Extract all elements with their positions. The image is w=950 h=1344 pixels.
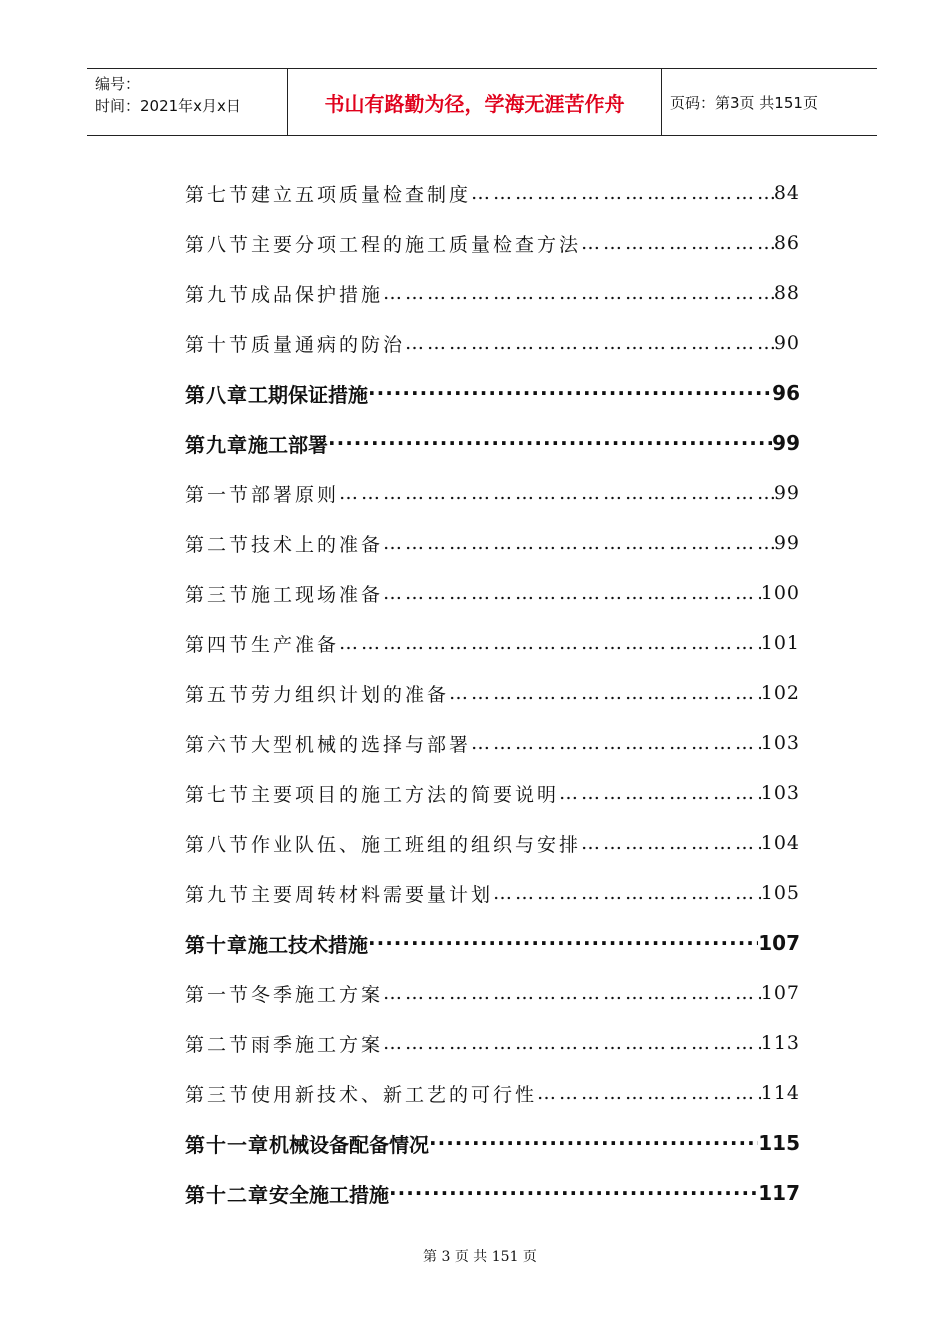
toc-entry-title: 施工技术措施 — [248, 932, 368, 957]
toc-entry-number: 第十节 — [185, 333, 252, 356]
toc-section-entry[interactable] — [185, 218, 800, 268]
toc-entry-number: 第四节 — [185, 633, 252, 656]
toc-chapter-entry[interactable] — [185, 418, 800, 468]
toc-entry-leader — [429, 1131, 758, 1155]
toc-entry-title: 成品保护措施 — [251, 283, 384, 306]
toc-entry-leader — [449, 682, 761, 704]
toc-section-entry[interactable] — [185, 768, 800, 818]
toc-entry-title: 劳力组织计划的准备 — [251, 683, 450, 706]
toc-entry-title: 大型机械的选择与部署 — [251, 733, 472, 756]
toc-section-entry[interactable] — [185, 818, 800, 868]
toc-entry-number: 第九章 — [185, 432, 248, 457]
toc-entry-page: 117 — [758, 1181, 800, 1205]
toc-section-entry[interactable] — [185, 268, 800, 318]
toc-entry-leader — [537, 1082, 761, 1104]
toc-entry-title: 质量通病的防治 — [251, 333, 406, 356]
toc-entry-leader — [339, 632, 761, 654]
header-meta — [87, 69, 288, 135]
toc-entry-number: 第二节 — [185, 1033, 252, 1056]
toc-entry-title: 机械设备配备情况 — [269, 1132, 429, 1157]
toc-entry-leader — [471, 182, 774, 204]
toc-entry-number: 第一节 — [185, 983, 252, 1006]
toc-entry-leader — [383, 282, 774, 304]
toc-entry-title: 使用新技术、新工艺的可行性 — [251, 1083, 538, 1106]
toc-entry-page: 90 — [773, 332, 800, 354]
toc-entry-title: 工期保证措施 — [248, 382, 368, 407]
toc-section-entry[interactable] — [185, 618, 800, 668]
toc-entry-title: 雨季施工方案 — [251, 1033, 384, 1056]
toc-entry-leader — [368, 381, 772, 405]
toc-entry-page: 99 — [772, 431, 800, 455]
page-header — [87, 68, 877, 136]
toc-entry-number: 第七节 — [185, 183, 252, 206]
time-label: 时间：2021年x月x日 — [95, 97, 241, 115]
toc-entry-leader — [493, 882, 761, 904]
toc-entry-page: 105 — [760, 882, 800, 904]
toc-entry-page: 101 — [760, 632, 800, 654]
toc-entry-page: 100 — [760, 582, 800, 604]
toc-entry-number: 第二节 — [185, 533, 252, 556]
toc-entry-number: 第六节 — [185, 733, 252, 756]
toc-entry-title: 技术上的准备 — [251, 533, 384, 556]
toc-entry-title: 建立五项质量检查制度 — [251, 183, 472, 206]
toc-entry-title: 冬季施工方案 — [251, 983, 384, 1006]
toc-entry-leader — [339, 482, 774, 504]
toc-entry-leader — [383, 1032, 761, 1054]
toc-chapter-entry[interactable] — [185, 918, 800, 968]
toc-entry-leader — [559, 782, 761, 804]
table-of-contents — [185, 168, 800, 1218]
header-page-info: 页码：第3页 共151页 — [670, 93, 818, 112]
toc-entry-number: 第一节 — [185, 483, 252, 506]
toc-section-entry[interactable] — [185, 518, 800, 568]
toc-entry-number: 第九节 — [185, 883, 252, 906]
toc-entry-leader — [405, 332, 774, 354]
toc-section-entry[interactable] — [185, 668, 800, 718]
toc-entry-page: 103 — [760, 732, 800, 754]
toc-entry-leader — [328, 431, 772, 455]
toc-entry-title: 生产准备 — [251, 633, 340, 656]
toc-entry-leader — [389, 1181, 758, 1205]
toc-entry-number: 第三节 — [185, 1083, 252, 1106]
toc-entry-page: 99 — [773, 482, 800, 504]
toc-entry-page: 113 — [760, 1032, 800, 1054]
toc-section-entry[interactable] — [185, 568, 800, 618]
toc-entry-page: 115 — [758, 1131, 800, 1155]
toc-section-entry[interactable] — [185, 1068, 800, 1118]
toc-entry-number: 第八节 — [185, 833, 252, 856]
toc-entry-number: 第五节 — [185, 683, 252, 706]
toc-section-entry[interactable] — [185, 168, 800, 218]
toc-entry-number: 第八章 — [185, 382, 248, 407]
toc-chapter-entry[interactable] — [185, 368, 800, 418]
toc-entry-number: 第十章 — [185, 932, 248, 957]
toc-entry-title: 部署原则 — [251, 483, 340, 506]
toc-chapter-entry[interactable] — [185, 1118, 800, 1168]
toc-section-entry[interactable] — [185, 468, 800, 518]
header-motto: 书山有路勤为径，学海无涯苦作舟 — [288, 69, 662, 135]
toc-entry-number: 第三节 — [185, 583, 252, 606]
toc-entry-title: 主要项目的施工方法的简要说明 — [251, 783, 560, 806]
toc-entry-number: 第十一章 — [185, 1132, 269, 1157]
toc-entry-leader — [383, 582, 761, 604]
toc-section-entry[interactable] — [185, 318, 800, 368]
toc-entry-leader — [383, 982, 761, 1004]
toc-entry-page: 84 — [773, 182, 800, 204]
toc-section-entry[interactable] — [185, 868, 800, 918]
toc-entry-title: 主要分项工程的施工质量检查方法 — [251, 233, 582, 256]
toc-entry-leader — [581, 832, 761, 854]
toc-entry-title: 施工部署 — [248, 432, 328, 457]
toc-entry-page: 107 — [758, 931, 800, 955]
page-footer: 第 3 页 共 151 页 — [423, 1249, 537, 1265]
toc-section-entry[interactable] — [185, 968, 800, 1018]
toc-entry-leader — [383, 532, 774, 554]
toc-entry-leader — [471, 732, 761, 754]
toc-entry-title: 作业队伍、施工班组的组织与安排 — [251, 833, 582, 856]
serial-label: 编号： — [95, 75, 141, 93]
toc-entry-page: 96 — [772, 381, 800, 405]
toc-entry-title: 主要周转材料需要量计划 — [251, 883, 494, 906]
toc-entry-number: 第八节 — [185, 233, 252, 256]
toc-entry-number: 第十二章 — [185, 1182, 269, 1207]
toc-entry-title: 安全施工措施 — [269, 1182, 389, 1207]
toc-entry-number: 第七节 — [185, 783, 252, 806]
toc-entry-leader — [368, 931, 758, 955]
toc-entry-number: 第九节 — [185, 283, 252, 306]
toc-entry-title: 施工现场准备 — [251, 583, 384, 606]
toc-entry-leader — [581, 232, 774, 254]
toc-section-entry[interactable] — [185, 1018, 800, 1068]
toc-entry-page: 99 — [773, 532, 800, 554]
toc-entry-page: 102 — [760, 682, 800, 704]
toc-section-entry[interactable] — [185, 718, 800, 768]
toc-chapter-entry[interactable] — [185, 1168, 800, 1218]
toc-entry-page: 107 — [760, 982, 800, 1004]
toc-entry-page: 88 — [773, 282, 800, 304]
toc-entry-page: 103 — [760, 782, 800, 804]
toc-entry-page: 104 — [760, 832, 800, 854]
toc-entry-page: 86 — [773, 232, 800, 254]
toc-entry-page: 114 — [760, 1082, 800, 1104]
